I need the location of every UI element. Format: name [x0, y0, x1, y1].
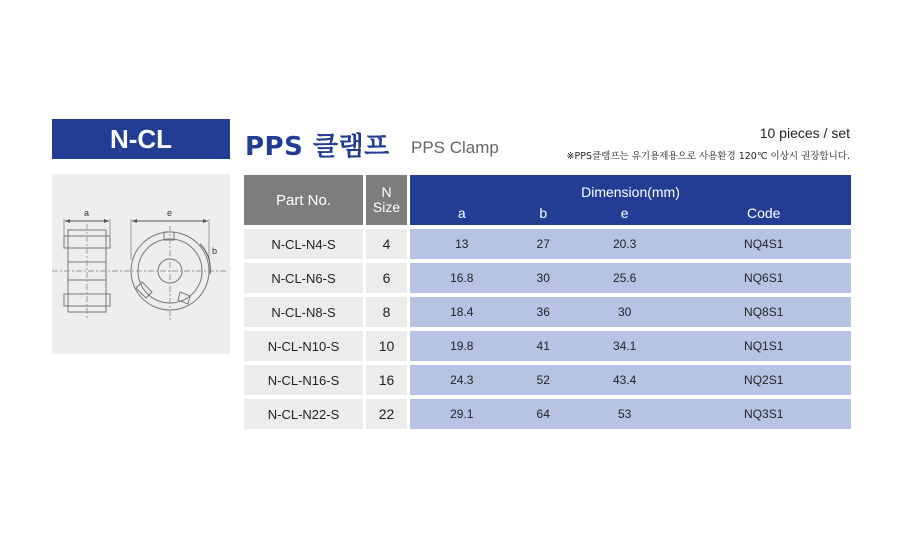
- label-e: e: [167, 208, 173, 218]
- clamp-drawing-icon: [52, 174, 230, 354]
- cell-part-no: N-CL-N22-S: [244, 395, 366, 429]
- cell-a: 16.8: [410, 259, 514, 293]
- table-row: [244, 259, 851, 293]
- product-title: PPS 클램프: [245, 132, 390, 162]
- cell-n-size: 22: [366, 395, 410, 429]
- usage-note: ※PPS클램프는 유기용제용으로 사용환경 120℃ 이상시 권장합니다.: [566, 151, 850, 162]
- cell-part-no: N-CL-N8-S: [244, 293, 366, 327]
- cell-a: 18.4: [410, 293, 514, 327]
- cell-a: 13: [410, 225, 514, 259]
- header-e: e: [573, 200, 677, 225]
- header-b: b: [514, 200, 573, 225]
- cell-code: NQ1S1: [676, 327, 851, 361]
- cell-e: 20.3: [573, 225, 677, 259]
- cell-n-size: 16: [366, 361, 410, 395]
- cell-e: 53: [573, 395, 677, 429]
- cell-code: NQ3S1: [676, 395, 851, 429]
- cell-e: 25.6: [573, 259, 677, 293]
- cell-b: 27: [514, 225, 573, 259]
- model-badge: N-CL: [52, 119, 230, 159]
- table-row: [244, 225, 851, 259]
- header-n: N: [381, 184, 392, 200]
- spec-table: [244, 175, 851, 429]
- cell-n-size: 4: [366, 225, 410, 259]
- cell-b: 64: [514, 395, 573, 429]
- cell-a: 29.1: [410, 395, 514, 429]
- cell-b: 36: [514, 293, 573, 327]
- cell-code: NQ8S1: [676, 293, 851, 327]
- header-dimension: Dimension(mm): [410, 175, 851, 200]
- header-a: a: [410, 200, 514, 225]
- cell-e: 43.4: [573, 361, 677, 395]
- cell-b: 41: [514, 327, 573, 361]
- cell-b: 52: [514, 361, 573, 395]
- header-n-size: [366, 175, 410, 225]
- product-subtitle: PPS Clamp: [411, 138, 499, 157]
- cell-a: 24.3: [410, 361, 514, 395]
- cell-part-no: N-CL-N16-S: [244, 361, 366, 395]
- table-row: [244, 293, 851, 327]
- cell-n-size: 6: [366, 259, 410, 293]
- cell-part-no: N-CL-N6-S: [244, 259, 366, 293]
- header-code: Code: [676, 200, 851, 225]
- table-row: [244, 361, 851, 395]
- pack-info: 10 pieces / set: [759, 125, 850, 141]
- cell-code: NQ2S1: [676, 361, 851, 395]
- label-a: a: [84, 208, 90, 218]
- cell-b: 30: [514, 259, 573, 293]
- label-b: b: [212, 246, 218, 256]
- cell-part-no: N-CL-N10-S: [244, 327, 366, 361]
- header-size: Size: [372, 199, 401, 215]
- cell-n-size: 10: [366, 327, 410, 361]
- cell-n-size: 8: [366, 293, 410, 327]
- cell-code: NQ6S1: [676, 259, 851, 293]
- table-row: [244, 327, 851, 361]
- cell-e: 30: [573, 293, 677, 327]
- header-part-no: Part No.: [244, 175, 366, 225]
- table-row: [244, 395, 851, 429]
- cell-part-no: N-CL-N4-S: [244, 225, 366, 259]
- cell-a: 19.8: [410, 327, 514, 361]
- technical-drawing: [52, 174, 230, 354]
- cell-e: 34.1: [573, 327, 677, 361]
- cell-code: NQ4S1: [676, 225, 851, 259]
